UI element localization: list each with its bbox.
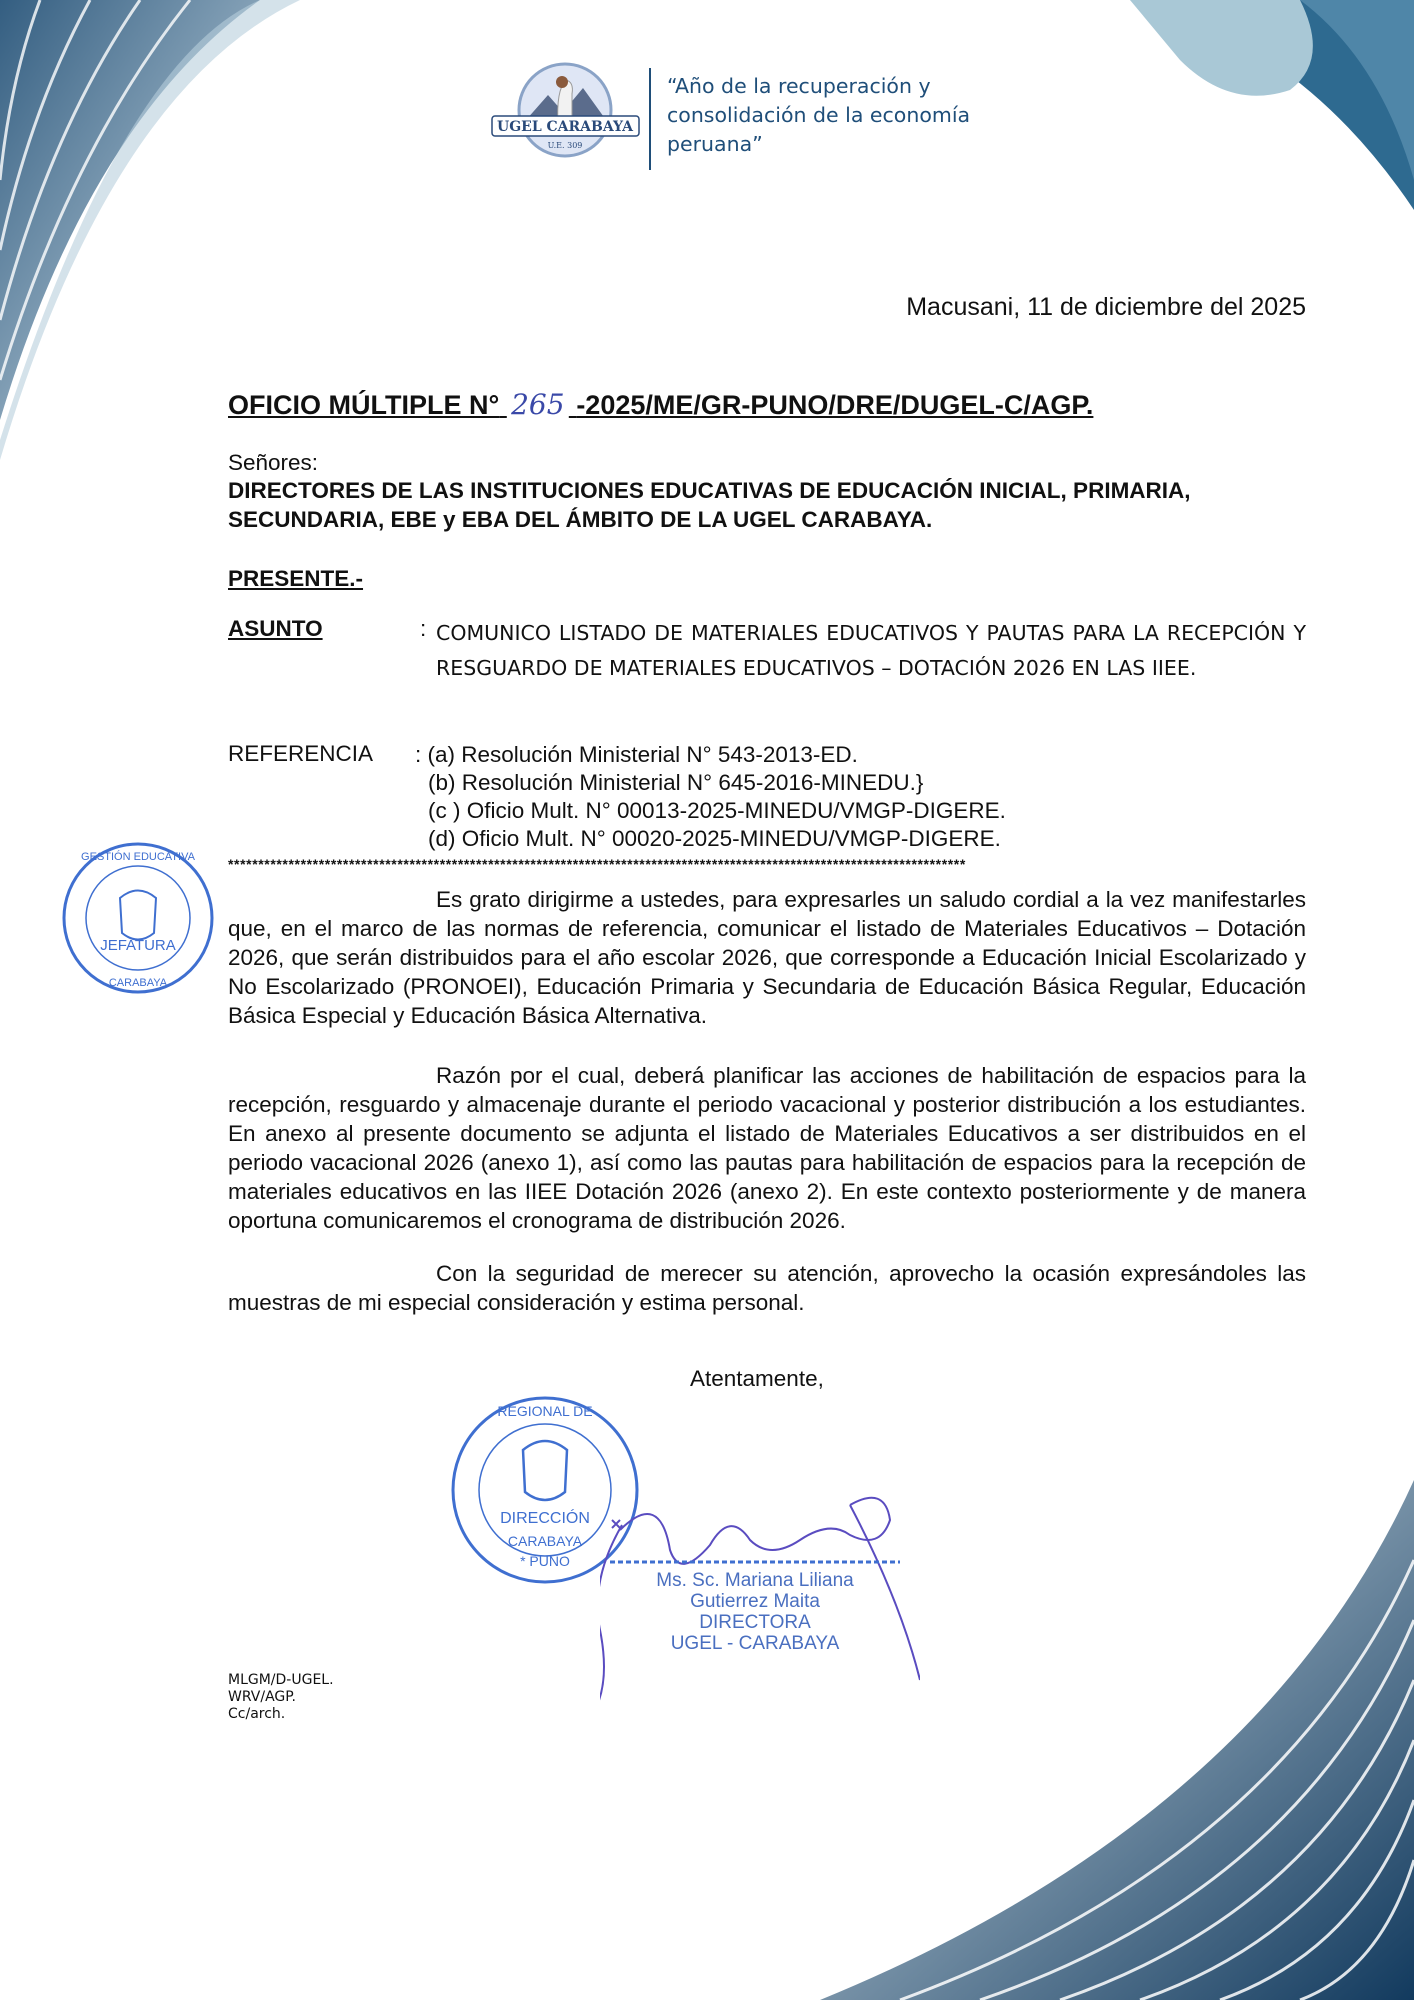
svg-text:U.E. 309: U.E. 309 — [547, 141, 583, 150]
svg-text:UGEL CARABAYA: UGEL CARABAYA — [496, 119, 634, 135]
document-date: Macusani, 11 de diciembre del 2025 — [906, 293, 1306, 321]
signatory-name: Ms. Sc. Mariana Liliana Gutierrez Maita — [656, 1570, 854, 1612]
referencia-item: (b) Resolución Ministerial N° 645-2016-MINEDU.} — [428, 770, 924, 795]
svg-text:CARABAYA: CARABAYA — [108, 977, 168, 989]
body-paragraph — [228, 1259, 1306, 1317]
header-divider — [649, 68, 651, 170]
paragraph-text: Razón por el cual, deberá planificar las acciones de habilitación de espacios para la recepción, resguardo y almacenaje durante el periodo vacacional y posterior distribución a los estudiantes. En anexo al presente documento se adjunta el listado de Materiales Educativos a ser distribuidos en el periodo vacacional 2026 (anexo 1), así como las pautas para habilitación de espacios para la recepción de materiales educativos en las IIEE Dotación 2026 (anexo 2). En este contexto posteriormente y de manera oportuna comunicaremos el cronograma de distribución 2026. — [228, 1063, 1306, 1233]
document-title — [228, 388, 1093, 421]
recipients: DIRECTORES DE LAS INSTITUCIONES EDUCATIVAS DE EDUCACIÓN INICIAL, PRIMARIA, SECUNDARIA, EBE y EBA DEL ÁMBITO DE LA UGEL CARABAYA. — [228, 478, 1191, 532]
referencia-item: : (a) Resolución Ministerial N° 543-2013-ED. — [415, 742, 858, 767]
asunto-colon: : — [420, 616, 427, 641]
separator-line: ************************************************************************************************************************** — [228, 856, 966, 872]
referencia-item: (d) Oficio Mult. N° 00020-2025-MINEDU/VMGP-DIGERE. — [428, 826, 1001, 851]
svg-text:* PUNO: * PUNO — [520, 1553, 570, 1569]
svg-text:REGIONAL DE: REGIONAL DE — [497, 1403, 593, 1419]
footer-initials — [228, 1672, 334, 1723]
referencia-item: (c ) Oficio Mult. N° 00013-2025-MINEDU/VMGP-DIGERE. — [428, 798, 1006, 823]
presente: PRESENTE.- — [228, 566, 364, 591]
closing: Atentamente, — [690, 1366, 824, 1391]
svg-text:DIRECCIÓN: DIRECCIÓN — [500, 1510, 590, 1527]
svg-text:GESTIÓN EDUCATIVA: GESTIÓN EDUCATIVA — [81, 851, 195, 863]
ugel-carabaya-logo — [488, 60, 643, 170]
svg-text:CARABAYA: CARABAYA — [507, 1533, 583, 1549]
signatory-role: DIRECTORA — [699, 1612, 811, 1633]
paragraph-text: Con la seguridad de merecer su atención, aprovecho la ocasión expresándoles las muestras de mi especial consideración y estima personal. — [228, 1261, 1306, 1315]
signatory-block — [615, 1570, 895, 1654]
asunto-label: ASUNTO — [228, 616, 323, 641]
title-prefix: OFICIO MÚLTIPLE N° — [228, 390, 500, 420]
asunto-text: COMUNICO LISTADO DE MATERIALES EDUCATIVOS Y PAUTAS PARA LA RECEPCIÓN Y RESGUARDO DE MATERIALES EDUCATIVOS – DOTACIÓN 2026 EN LAS IIEE. — [436, 621, 1306, 680]
title-suffix: -2025/ME/GR-PUNO/DRE/DUGEL-C/AGP. — [576, 390, 1094, 420]
salutation: Señores: — [228, 450, 319, 475]
year-slogan: “Año de la recuperación y consolidación de la economía peruana” — [667, 74, 971, 156]
initials-line: Cc/arch. — [228, 1706, 286, 1722]
body-paragraph — [228, 1061, 1306, 1235]
jefatura-stamp — [58, 838, 218, 998]
initials-line: MLGM/D-UGEL. — [228, 1672, 334, 1688]
referencia-list — [415, 741, 1006, 853]
initials-line: WRV/AGP. — [228, 1689, 296, 1705]
signatory-office: UGEL - CARABAYA — [670, 1633, 840, 1654]
svg-text:JEFATURA: JEFATURA — [100, 937, 176, 954]
handwritten-number: 265 — [511, 388, 565, 421]
referencia-label: REFERENCIA — [228, 741, 374, 766]
body-paragraph — [228, 885, 1306, 1030]
paragraph-text: Es grato dirigirme a ustedes, para expresarles un saludo cordial a la vez manifestarles que, en el marco de las normas de referencia, comunicar el listado de Materiales Educativos – Dotación 2026, que serán distribuidos para el año escolar 2026, que corresponde a Educación Inicial Escolarizado y No Escolarizado (PRONOEI), Educación Primaria y Secundaria de Educación Básica Regular, Educación Básica Especial y Educación Básica Alternativa. — [228, 887, 1306, 1028]
